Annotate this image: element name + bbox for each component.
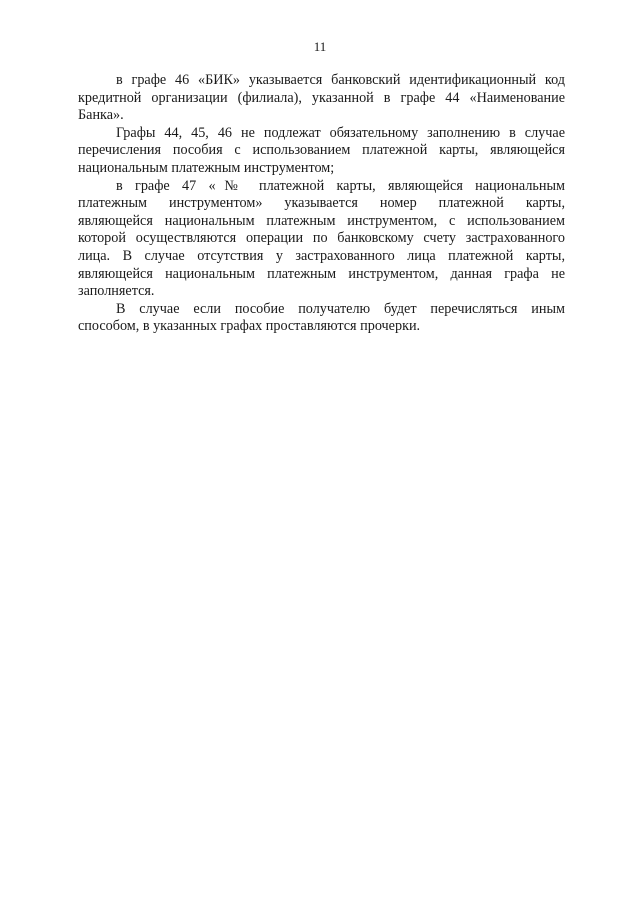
paragraph-bik — [78, 72, 565, 125]
text-line: являющейся национальным платежным инструментом, данная графа не — [78, 265, 565, 282]
paragraph-other-method — [78, 301, 565, 336]
text-line: являющейся национальным платежным инструментом, с использованием — [78, 212, 565, 229]
page-number: 11 — [313, 39, 327, 54]
text-line: В случае если пособие получателю будет перечисляться иным — [116, 300, 565, 317]
text-line: которой осуществляются операции по банковскому счету застрахованного — [78, 230, 565, 247]
text-line: лица. В случае отсутствия у застрахованного лица платежной карты, — [78, 247, 565, 264]
text-line: Банка». — [78, 107, 124, 124]
paragraph-optional-fields — [78, 125, 565, 178]
text-line: способом, в указанных графах проставляются прочерки. — [78, 318, 421, 335]
text-line: кредитной организации (филиала), указанной в графе 44 «Наименование — [78, 89, 565, 106]
paragraph-card-number — [78, 178, 565, 301]
text-line: Графы 44, 45, 46 не подлежат обязательному заполнению в случае — [116, 124, 565, 141]
text-line: национальным платежным инструментом; — [78, 159, 335, 176]
text-line: в графе 46 «БИК» указывается банковский идентификационный код — [116, 72, 565, 88]
text-line: заполняется. — [78, 283, 155, 300]
text-line: перечисления пособия с использованием платежной карты, являющейся — [78, 142, 565, 159]
text-line: в графе 47 «№ платежной карты, являющейся национальным — [116, 177, 565, 194]
document-body — [78, 72, 565, 336]
text-line: платежным инструментом» указывается номер платежной карты, — [78, 195, 565, 212]
